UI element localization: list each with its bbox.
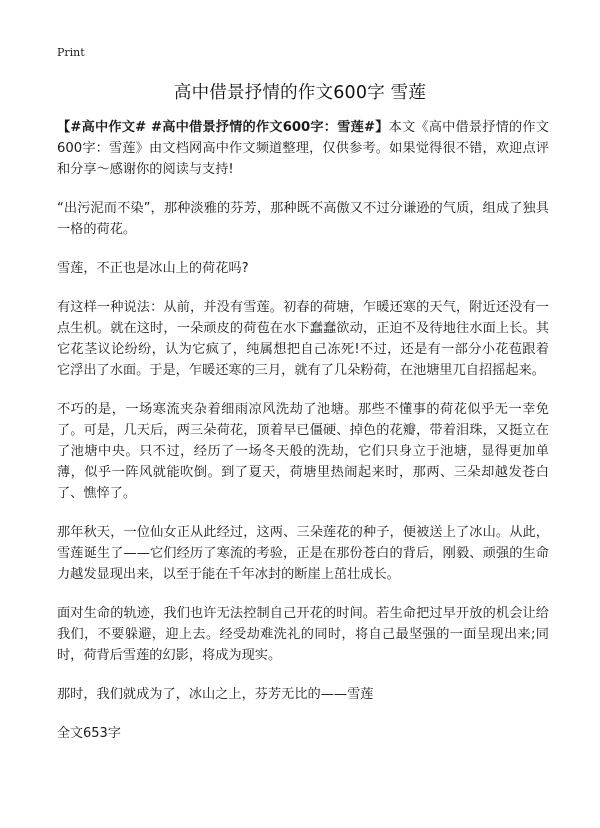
paragraph-3: 有这样一种说法：从前，并没有雪莲。初春的荷塘，乍暖还寒的天气，附近还没有一点生机。就在这时，一朵顽皮的荷苞在水下蠢蠢欲动，正迫不及待地往水面上长。其它花茎议论纷纷，认为它疯了，纯属想把自己冻死!不过，还是有一部分小花苞跟着它浮出了水面。于是，乍暖还寒的三月，就有了几朵粉荷，在池塘里兀自招摇起来。 bbox=[57, 300, 549, 378]
word-count: 全文653字 bbox=[57, 726, 121, 741]
article-title: 高中借景抒情的作文600字 雪莲 bbox=[173, 83, 427, 103]
intro-text: 本文《高中借景抒情的作文600字：雪莲》由文档网高中作文频道整理，仅供参考。如果觉得很不错，欢迎点评和分享～感谢你的阅读与支持! bbox=[57, 120, 549, 177]
article-body bbox=[57, 117, 549, 762]
paragraph-5: 那年秋天，一位仙女正从此经过，这两、三朵莲花的种子，便被送上了冰山。从此，雪莲诞生了——它们经历了寒流的考验，正是在那份苍白的背后，刚毅、顽强的生命力越发显现出来，以至于能在千年冰封的断崖上茁壮成长。 bbox=[57, 525, 549, 582]
print-label: Print bbox=[57, 46, 85, 59]
paragraph-4: 不巧的是，一场寒流夹杂着细雨凉风洗劫了池塘。那些不懂事的荷花似乎无一幸免了。可是，几天后，两三朵荷花，顶着早已僵硬、掉色的花瓣，带着泪珠，又挺立在了池塘中央。只不过，经历了一场冬天般的洗劫，它们只身立于池塘，显得更加单薄，似乎一阵风就能吹倒。到了夏天，荷塘里热闹起来时，那两、三朵却越发苍白了、憔悴了。 bbox=[57, 402, 549, 501]
paragraph-2: 雪莲，不正也是冰山上的荷花吗? bbox=[57, 261, 249, 276]
paragraph-6: 面对生命的轨迹，我们也许无法控制自己开花的时间。若生命把过早开放的机会让给我们，不要躲避，迎上去。经受劫难洗礼的同时，将自己最坚强的一面呈现出来;同时，荷背后雪莲的幻影，将成为现实。 bbox=[57, 606, 549, 663]
intro-paragraph bbox=[57, 117, 549, 180]
paragraph-7: 那时，我们就成为了，冰山之上，芬芳无比的——雪莲 bbox=[57, 687, 374, 702]
paragraph-1: “出污泥而不染”，那种淡雅的芬芳，那种既不高傲又不过分谦逊的气质，组成了独具一格的荷花。 bbox=[57, 201, 549, 237]
intro-tag: 【#高中作文# #高中借景抒情的作文600字：雪莲#】 bbox=[57, 120, 389, 135]
